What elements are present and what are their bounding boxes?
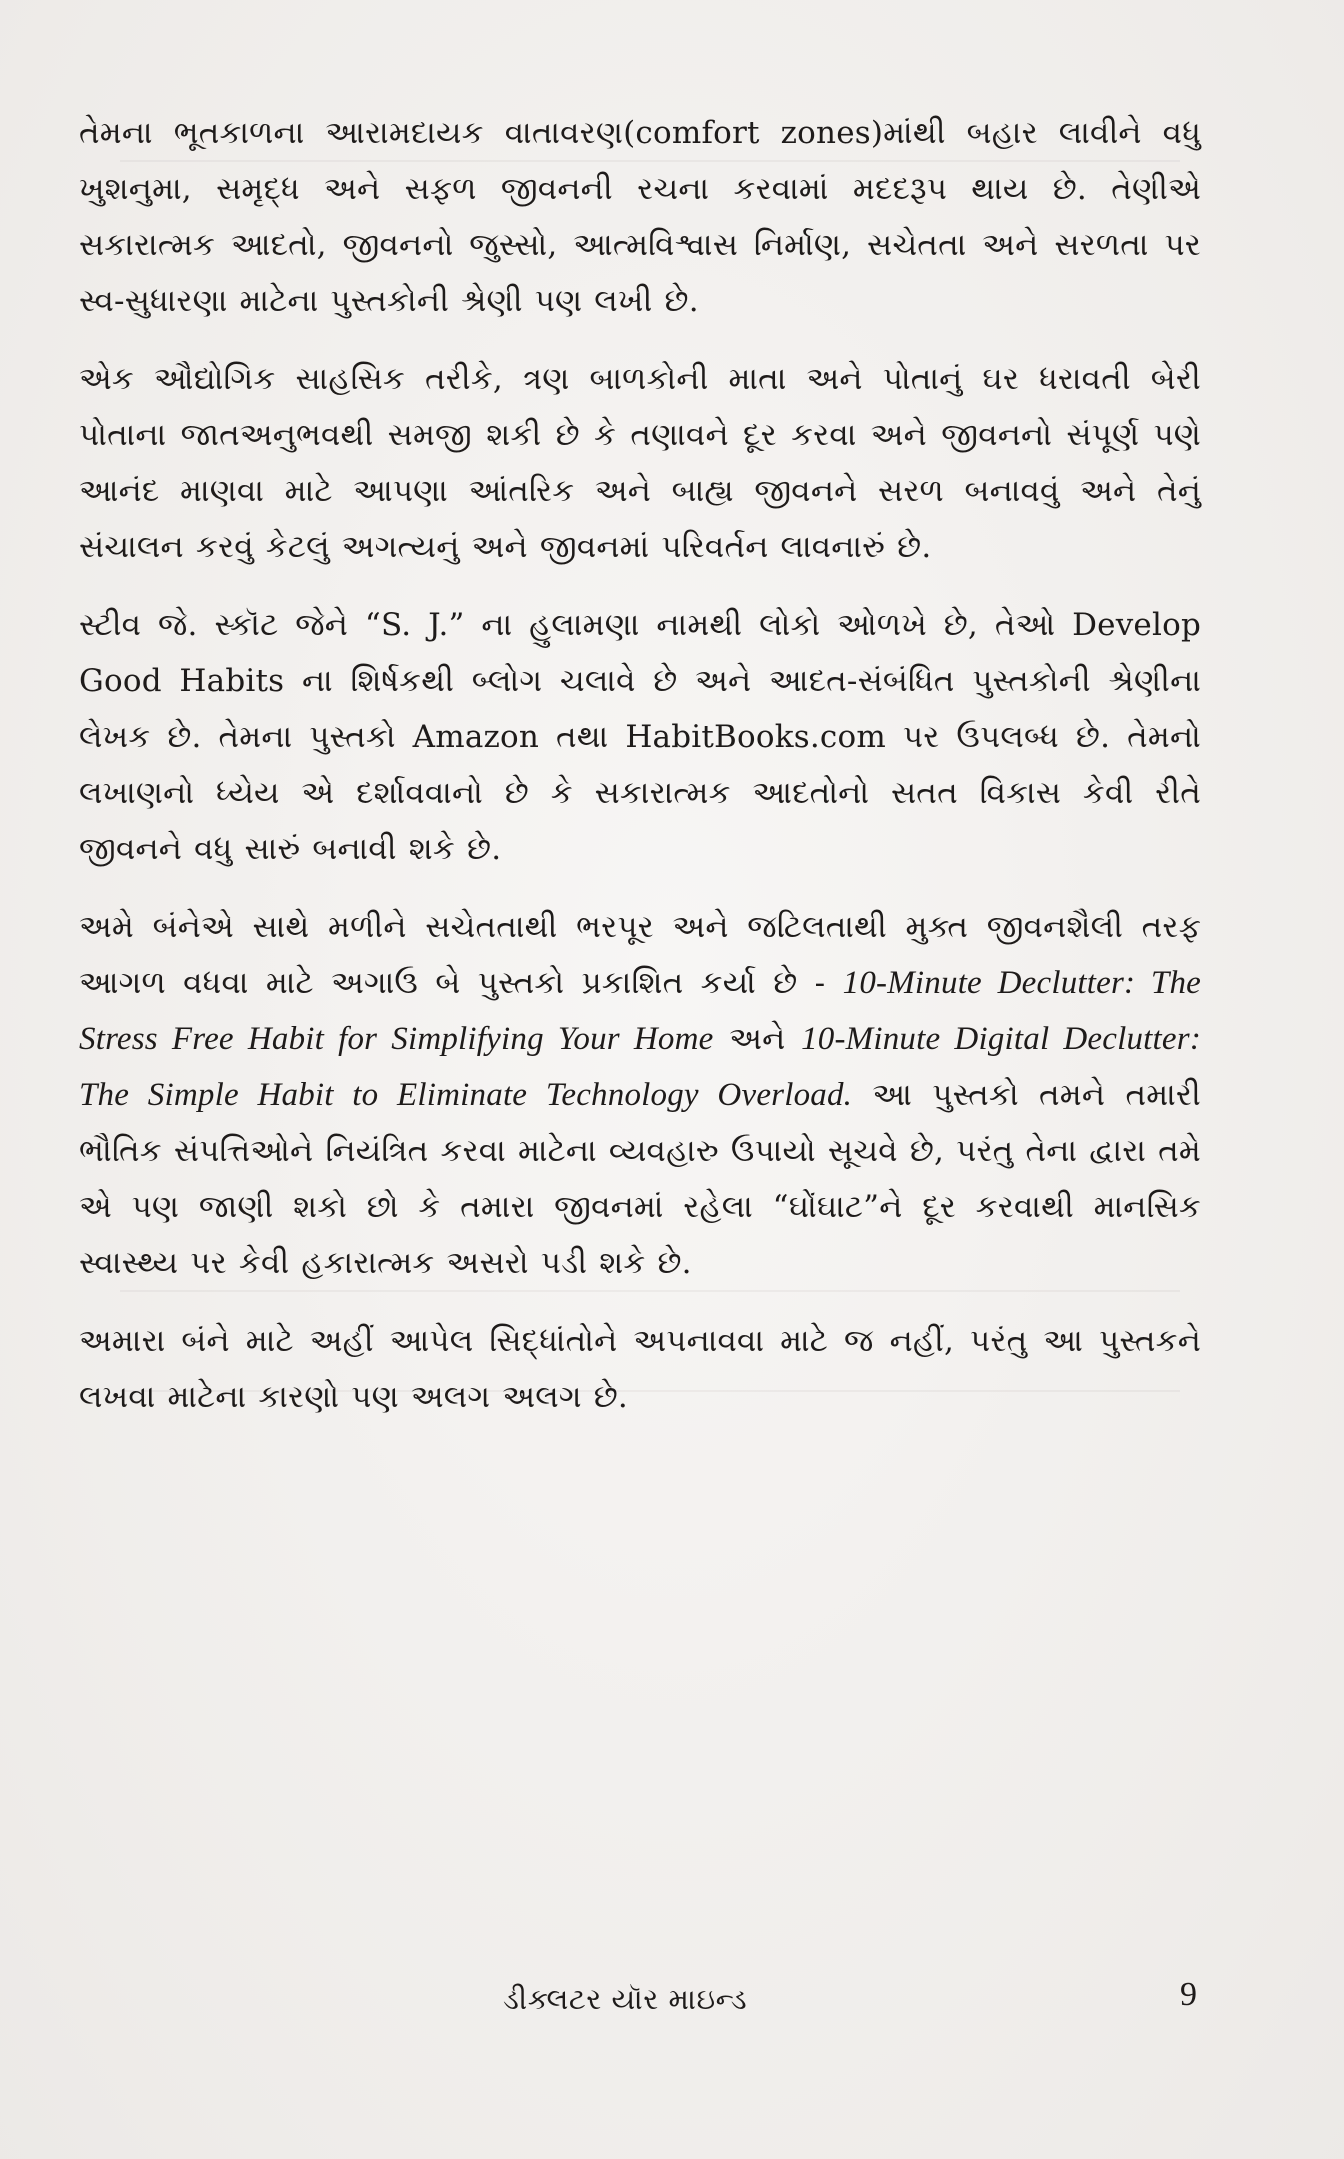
body-text (79, 105, 1201, 1447)
paragraph-steve-scott-bio (79, 597, 1201, 877)
book-title-text: 10-Minute Declutter: The Stress Free Habit for Simplifying Your Home (79, 965, 1201, 1057)
paragraph-text: સ્ટીવ જે. સ્કૉટ જેને “S. J.” ના હુલામણા નામથી લોકો ઓળખે છે, તેઓ Develop Good Habits ના શિર્ષકથી બ્લોગ ચલાવે છે અને આદત-સંબંધિત પુસ્તકોની શ્રેણીના લેખક છે. તેમના પુસ્તકો Amazon તથા HabitBooks.com પર ઉપલબ્ધ છે. તેમનો લખાણનો ધ્યેય એ દર્શાવવાનો છે કે સકારાત્મક આદતોનો સતત વિકાસ કેવી રીતે જીવનને વધુ સારું બનાવી શકે છે. (79, 607, 1201, 867)
running-title: ડીક્લટર યૉર માઇન્ડ (503, 1982, 748, 2016)
paragraph-text: અને (713, 1021, 802, 1057)
page-number: 9 (1180, 1976, 1197, 2013)
paragraph-text: અમે બંનેએ સાથે મળીને સચેતતાથી ભરપૂર અને જટિલતાથી મુક્ત જીવનશૈલી તરફ આગળ વધવા માટે અગાઉ બે પુસ્તકો પ્રકાશિત કર્યા છે - (79, 909, 1201, 1001)
page-footer (0, 1978, 1344, 2038)
paragraph-text: એક ઔદ્યોગિક સાહસિક તરીકે, ત્રણ બાળકોની માતા અને પોતાનું ઘર ધરાવતી બેરી પોતાના જાતઅનુભવથી સમજી શકી છે કે તણાવને દૂર કરવા અને જીવનનો સંપૂર્ણ પણે આનંદ માણવા માટે આપણા આંતરિક અને બાહ્ય જીવનને સરળ બનાવવું અને તેનું સંચાલન કરવું કેટલું અગત્યનું અને જીવનમાં પરિવર્તન લાવનારું છે. (79, 361, 1201, 565)
paragraph-text: તેમના ભૂતકાળના આરામદાયક વાતાવરણ(comfort zones)માંથી બહાર લાવીને વધુ ખુશનુમા, સમૃદ્ધ અને સફળ જીવનની રચના કરવામાં મદદરૂપ થાય છે. તેણીએ સકારાત્મક આદતો, જીવનનો જુસ્સો, આત્મવિશ્વાસ નિર્માણ, સચેતતા અને સરળતા પર સ્વ-સુધારણા માટેના પુસ્તકોની શ્રેણી પણ લખી છે. (79, 115, 1201, 319)
paragraph-text: અમારા બંને માટે અહીં આપેલ સિદ્ધાંતોને અપનાવવા માટે જ નહીં, પરંતુ આ પુસ્તકને લખવા માટેના કારણો પણ અલગ અલગ છે. (79, 1323, 1201, 1415)
paragraph-previous-books (79, 899, 1201, 1291)
paragraph-barrie-background (79, 351, 1201, 575)
paragraph-reasons (79, 1313, 1201, 1425)
paragraph-text: આ પુસ્તકો તમને તમારી ભૌતિક સંપત્તિઓને નિયંત્રિત કરવા માટેના વ્યવહારુ ઉપાયો સૂચવે છે, પરંતુ તેના દ્વારા તમે એ પણ જાણી શકો છો કે તમારા જીવનમાં રહેલા “ઘોંઘાટ”ને દૂર કરવાથી માનસિક સ્વાસ્થ્ય પર કેવી હકારાત્મક અસરો પડી શકે છે. (79, 1077, 1201, 1281)
book-title-text: 10-Minute Digital Declutter: The Simple Habit to Eliminate Technology Overload. (79, 1021, 1202, 1113)
paragraph-author-bio-intro (79, 105, 1201, 329)
